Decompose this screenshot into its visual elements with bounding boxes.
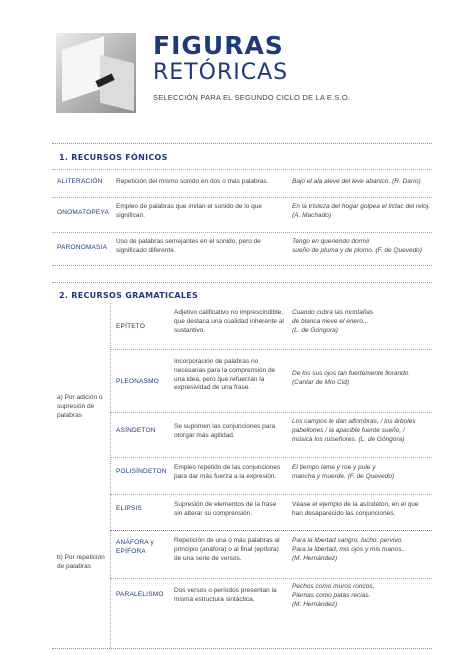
example: Tengo en queriendo dormir sueño de pluma y de plomo. (F. de Quevedo) [292,238,422,254]
group-label-repeticion: b) Por repetición de palabras [57,554,105,571]
example: En la tristeza del hogar golpea el tictac del reloj. (A. Machado) [292,203,431,219]
section-heading: 2. RECURSOS GRAMATICALES [59,291,199,300]
definition: Incorporación de palabras no necesarias para la comprensión de una idea, pero que refuerzan la expresividad de una frase. [174,358,276,392]
definition: Se suprimen las conjunciones para otorgar más agilidad. [174,423,276,439]
definition: Repetición del mismo sonido en dos o más palabras. [116,178,269,185]
table-row [110,578,432,650]
table-row [110,303,432,349]
term: PARONOMASIA [57,244,108,251]
example: Los campos le dan alfombras, / los árboles pabellones / la apacible fuente sueño, / música los ruiseñores. (L. de Góngora) [292,418,416,443]
term: PLEONASMO [116,378,159,385]
book-image [56,33,136,113]
term: ANÁFORA y EPÍFORA [116,539,154,555]
page-title: FIGURAS [153,31,284,60]
term: ELIPSIS [116,505,142,512]
example: Pechos como muros roncos, Piernas como patas recias. (M. Hernández) [292,583,375,608]
term: EPÍTETO [116,323,146,330]
table-row [110,530,432,578]
page-description: SELECCIÓN PARA EL SEGUNDO CICLO DE LA E.S.O. [153,93,351,102]
page-subtitle: RETÓRICAS [153,60,289,85]
definition: Empleo repetido de las conjunciones para dar más fuerza a la expresión. [174,464,281,480]
table-row [110,494,432,530]
example: Véase el ejemplo de la asíndeton, en el que han desaparecido las conjunciones. [292,501,419,517]
table-row [52,232,432,267]
term: PARALELISMO [116,591,164,598]
example: Cuando cubra las montañas de blanca nieve el enero... (L. de Góngora) [292,309,374,334]
example: El tiempo lame y roe y pule y mancha y muerde. (F. de Quevedo) [292,464,395,480]
table-row [110,349,432,412]
table-row [110,457,432,494]
definition: Empleo de palabras que imitan el sonido de lo que significan. [116,203,262,219]
term: ONOMATOPEYA [57,209,110,216]
section-recursos-fonicos [52,143,432,266]
definition: Dos versos o períodos presentan la misma estructura sintáctica. [174,587,277,603]
table-row [110,412,432,457]
definition: Adjetivo calificativo no imprescindible, que destaca una cualidad inherente al sustantivo. [174,309,284,334]
definition: Uso de palabras semejantes en el sonido, pero de significado diferente. [116,238,261,254]
section-heading: 1. RECURSOS FÓNICOS [59,153,168,162]
table-row [52,197,432,232]
table-row [52,169,432,197]
section-recursos-gramaticales [52,282,432,649]
term: ALITERACIÓN [57,178,103,185]
definition: Repetición de una o más palabras al principio (anáfora) o al final (epífora) de una serie de versos. [174,537,280,562]
example: De los sus ojos tan fuertemente llorando. (Cantar de Mío Cid) [292,370,411,386]
example: Para la libertad sangro, lucho, pervivo. Para la libertad, mis ojos y mis manos... (M. Hernández) [292,537,407,562]
example: Bajo el ala aleve del leve abanico. (R. Darío) [292,178,421,185]
term: POLISÍNDETON [116,468,167,475]
definition: Supresión de elementos de la frase sin alterar su comprensión. [174,501,277,517]
group-label-adicion: a) Por adición o supresión de palabras [57,394,103,420]
term: ASÍNDETON [116,427,156,434]
